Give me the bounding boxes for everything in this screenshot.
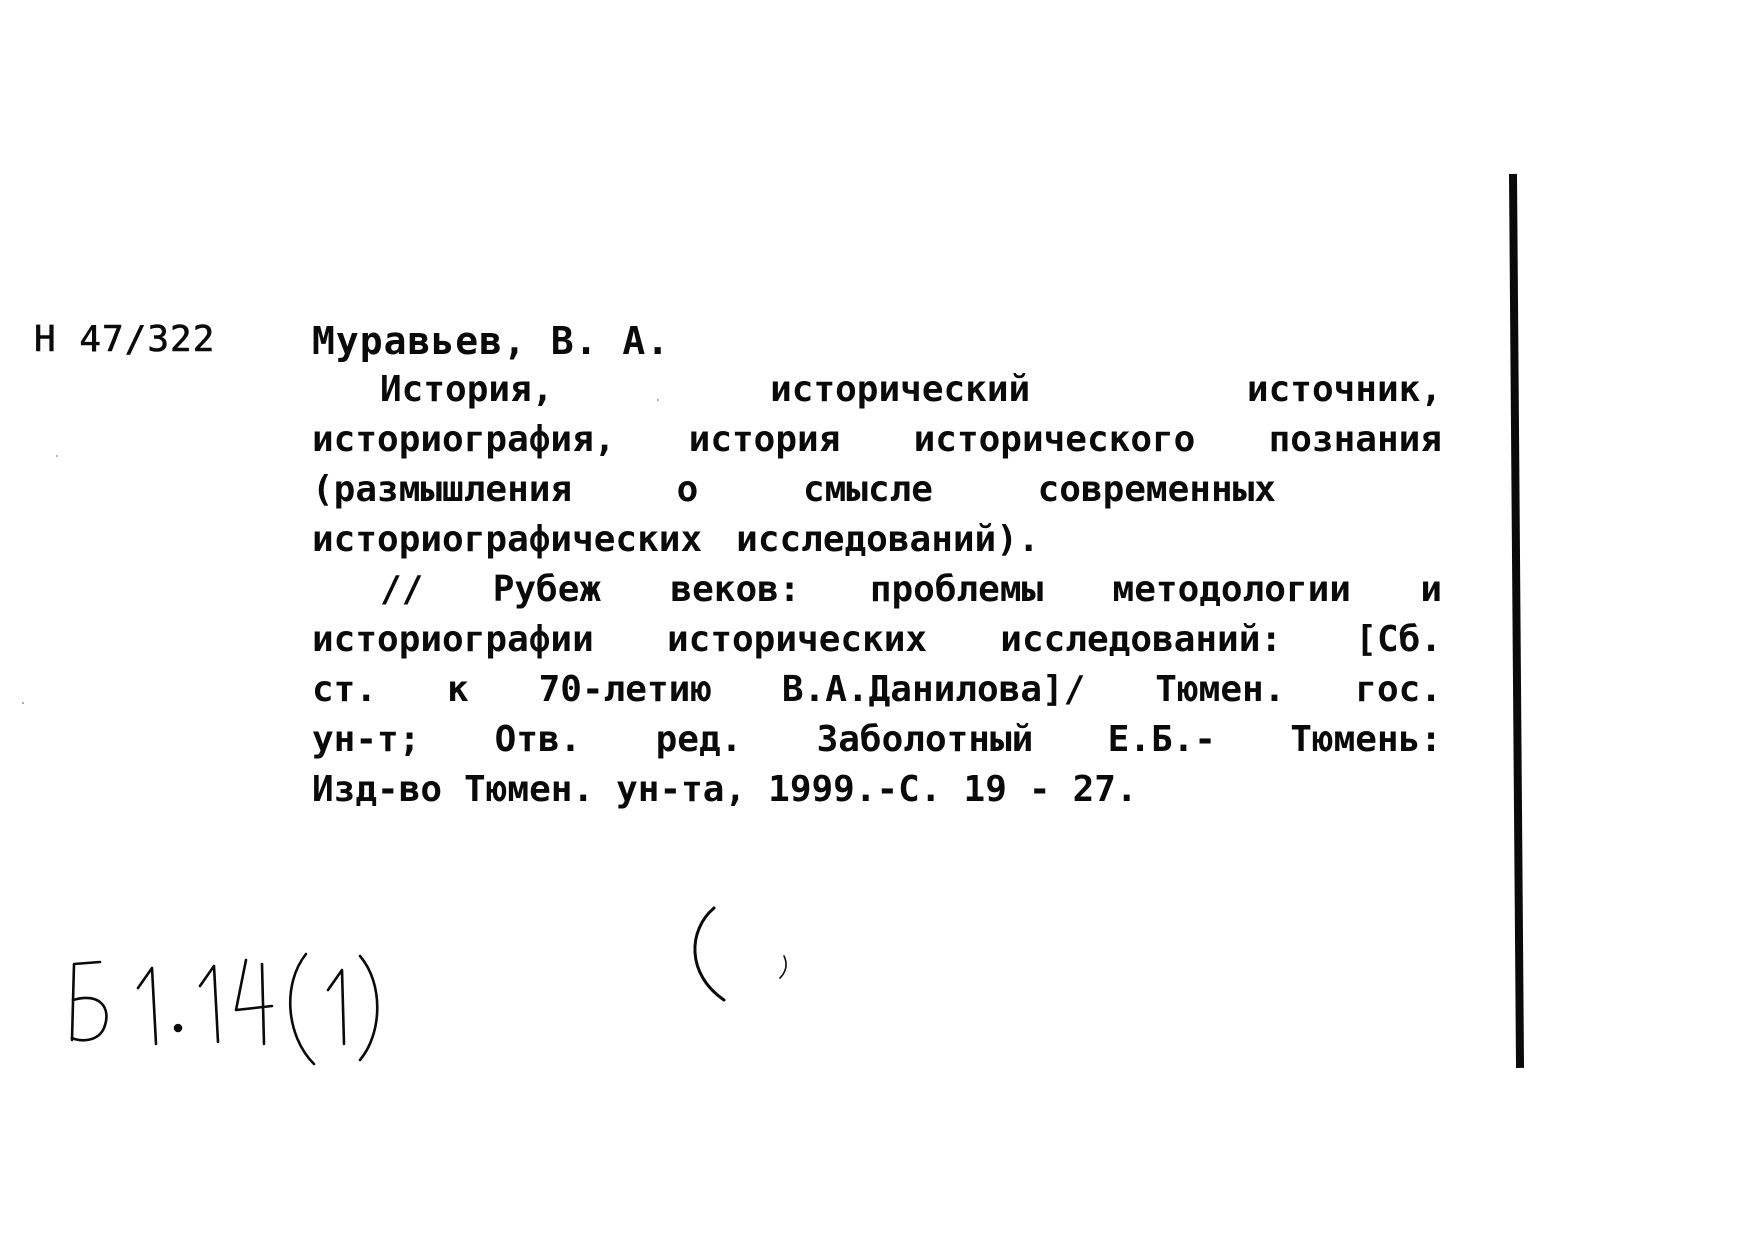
word: веков: — [670, 569, 801, 610]
word: Заболотный — [816, 719, 1034, 760]
word: познания — [1268, 419, 1442, 460]
handwritten-parenthesis-mark — [680, 900, 800, 1010]
word: история — [688, 419, 841, 460]
word: к — [446, 669, 469, 710]
word: 1999.-С. — [768, 769, 942, 810]
word: // — [380, 569, 424, 610]
word: исторических — [666, 619, 928, 660]
title-line-2 — [312, 419, 1442, 460]
margin-rule — [1509, 174, 1524, 1068]
word: источник, — [1246, 369, 1442, 410]
word: гос. — [1355, 669, 1442, 710]
title-line-3 — [312, 469, 1276, 510]
source-line-1 — [380, 569, 1442, 610]
word: 27. — [1072, 769, 1138, 810]
source-line-5 — [312, 769, 1442, 810]
source-line-2 — [312, 619, 1442, 660]
word: (размышления — [312, 469, 573, 510]
title-line-1 — [380, 369, 1442, 410]
word: исторический — [770, 369, 1031, 410]
word: историография, — [312, 419, 616, 460]
word: Изд-во — [312, 769, 443, 810]
word: [Сб. — [1355, 619, 1442, 660]
word: исследований: — [1000, 619, 1283, 660]
scan-speck — [657, 399, 659, 401]
word: исследований). — [736, 519, 1040, 560]
word: о — [676, 469, 699, 510]
word: ред. — [655, 719, 743, 760]
word: современных — [1037, 469, 1276, 510]
word: ун-та, — [616, 769, 747, 810]
title-line-4 — [312, 519, 1442, 560]
word: История, — [380, 369, 554, 410]
author-heading: Муравьев, В. А. — [312, 319, 671, 363]
word: В.А.Данилова]/ — [781, 669, 1086, 710]
word: ун-т; — [312, 719, 421, 760]
source-line-3 — [312, 669, 1442, 710]
word: исторического — [913, 419, 1196, 460]
word: ст. — [312, 669, 378, 710]
word: методологии — [1112, 569, 1351, 610]
handwritten-classification-code — [60, 940, 440, 1070]
word: смысле — [802, 469, 933, 510]
shelf-mark: Н 47/322 — [34, 319, 216, 360]
word: историографии — [312, 619, 594, 660]
word: Тюмен. — [464, 769, 595, 810]
word: Рубеж — [492, 569, 602, 610]
word: 19 — [963, 769, 1007, 810]
scan-speck — [56, 455, 58, 457]
word: Е.Б.- — [1107, 719, 1216, 760]
word: историографических — [312, 519, 703, 560]
word: проблемы — [869, 569, 1044, 610]
word: Тюмень: — [1290, 719, 1442, 760]
word: 70-летию — [538, 669, 712, 710]
word: и — [1420, 569, 1442, 610]
scan-speck — [22, 702, 24, 704]
word: - — [1028, 769, 1051, 810]
word: Тюмен. — [1155, 669, 1286, 710]
word: Отв. — [494, 719, 582, 760]
source-line-4 — [312, 719, 1442, 760]
